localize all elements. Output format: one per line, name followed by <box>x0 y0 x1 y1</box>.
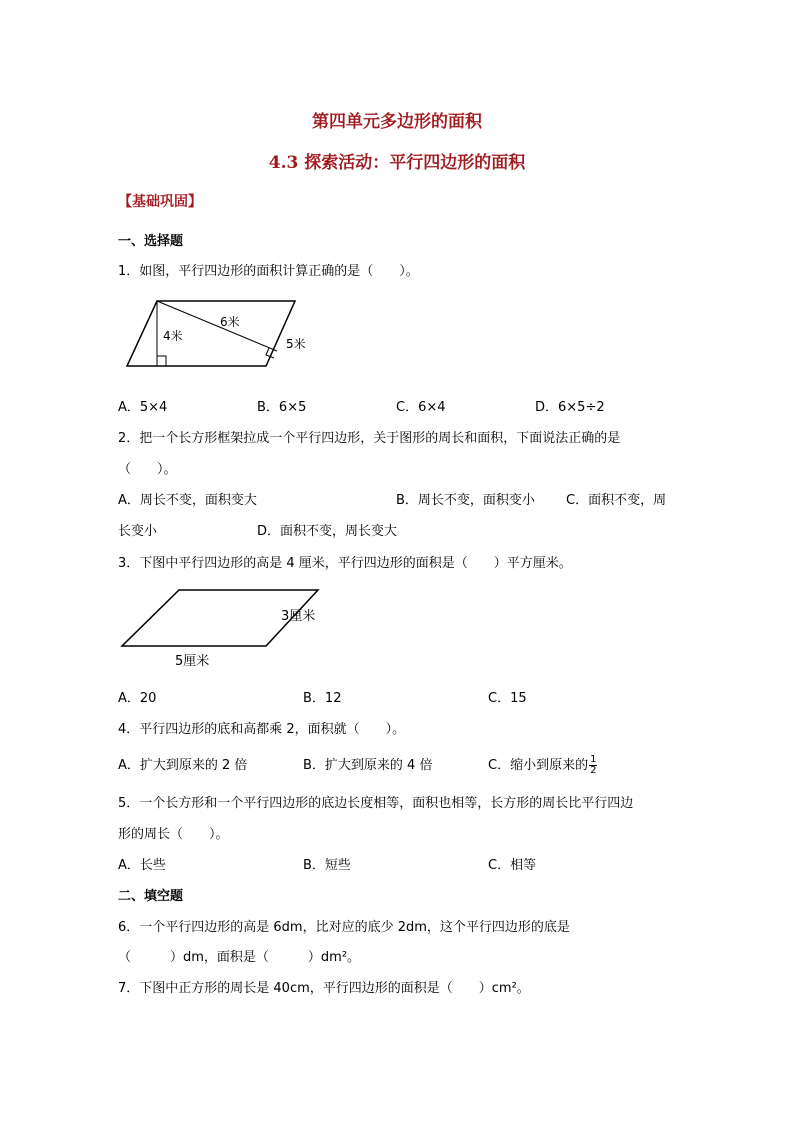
q4-option-c[interactable] <box>488 754 597 776</box>
label-5m: 5米 <box>286 337 306 351</box>
question-7-text: 7．下图中正方形的周长是 40cm，平行四边形的面积是（ ）cm²。 <box>118 981 530 996</box>
question-5-line-1: 5．一个长方形和一个平行四边形的底边长度相等，面积也相等，长方形的周长比平行四边 <box>118 796 634 811</box>
label-3cm: 3厘米 <box>281 609 316 624</box>
question-5-line-2: 形的周长（ ）。 <box>118 827 229 842</box>
section-tag: 【基础巩固】 <box>118 194 202 210</box>
question-2-line-1: 2．把一个长方形框架拉成一个平行四边形，关于图形的周长和面积，下面说法正确的是 <box>118 431 621 446</box>
section-title-choice: 一、选择题 <box>118 234 184 249</box>
question-2-line-2: （ ）。 <box>118 462 177 477</box>
fraction-numerator: 1 <box>590 754 597 765</box>
q2-option-c[interactable]: C．面积不变，周 <box>566 493 667 508</box>
q1-option-a[interactable]: A．5×4 <box>118 400 168 415</box>
q1-option-b[interactable]: B．6×5 <box>257 400 307 415</box>
fraction-one-half <box>589 755 597 776</box>
unit-title: 第四单元多边形的面积 <box>312 112 482 132</box>
q3-option-b[interactable]: B．12 <box>303 691 342 706</box>
question-1-text: 1．如图，平行四边形的面积计算正确的是（ ）。 <box>118 264 419 279</box>
q1-option-c[interactable]: C．6×4 <box>396 400 446 415</box>
diagonal-height-line <box>157 301 277 351</box>
q2-option-b[interactable]: B．周长不变，面积变小 <box>396 493 535 508</box>
fraction-denominator: 2 <box>590 765 597 776</box>
q5-option-b[interactable]: B．短些 <box>303 858 351 873</box>
label-6m: 6米 <box>220 315 240 329</box>
question-6-line-1: 6．一个平行四边形的高是 6dm，比对应的底少 2dm，这个平行四边形的底是 <box>118 920 570 935</box>
q2-option-c-continued[interactable]: 长变小 <box>118 524 158 539</box>
q3-option-a[interactable]: A．20 <box>118 691 157 706</box>
label-4m: 4米 <box>163 329 183 343</box>
q4-option-b[interactable]: B．扩大到原来的 4 倍 <box>303 758 433 773</box>
question-6-line-2: （ ）dm，面积是（ ）dm²。 <box>118 950 361 965</box>
q5-option-c[interactable]: C．相等 <box>488 858 537 873</box>
question-3-figure <box>115 585 330 670</box>
question-3-text: 3．下图中平行四边形的高是 4 厘米，平行四边形的面积是（ ）平方厘米。 <box>118 556 572 571</box>
q3-option-c[interactable]: C．15 <box>488 691 527 706</box>
q5-option-a[interactable]: A．长些 <box>118 858 166 873</box>
q2-option-a[interactable]: A．周长不变，面积变大 <box>118 493 257 508</box>
question-1-figure <box>120 295 310 375</box>
right-angle-mark <box>157 356 166 366</box>
lesson-title: 4.3 探索活动：平行四边形的面积 <box>268 153 526 173</box>
q4-option-c-label: C．缩小到原来的 <box>488 758 589 773</box>
question-4-text: 4．平行四边形的底和高都乘 2，面积就（ ）。 <box>118 722 406 737</box>
q4-option-a[interactable]: A．扩大到原来的 2 倍 <box>118 758 248 773</box>
section-title-fill: 二、填空题 <box>118 889 184 904</box>
label-5cm: 5厘米 <box>175 654 210 669</box>
q1-option-d[interactable]: D．6×5÷2 <box>535 400 605 415</box>
q2-option-d[interactable]: D．面积不变，周长变大 <box>257 524 398 539</box>
